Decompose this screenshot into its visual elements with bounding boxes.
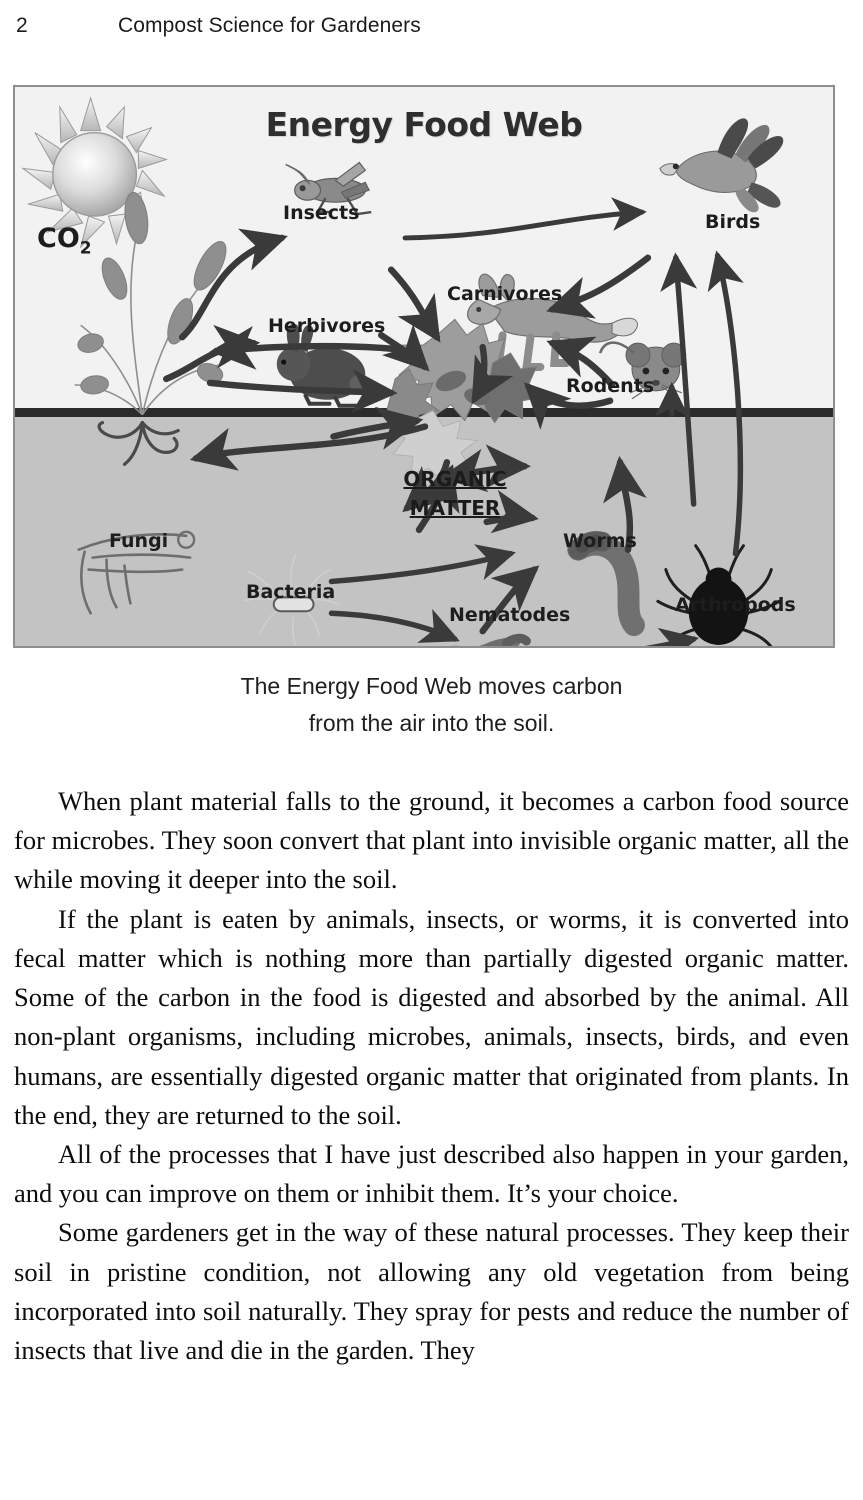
label-herbivores: Herbivores [268, 315, 386, 337]
paragraph-2: If the plant is eaten by animals, insects, or worms, it is converted into fecal matter which is nothing more than partially digested organic matter. Some of the carbon in the food is digested and absorbed by the animal. All non-plant organisms, including microbes, animals, insects, birds, and even humans, are essentially digested organic matter that originated from plants. In the end, they are returned to the soil. [14, 903, 849, 1130]
book-title: Compost Science for Gardeners [118, 14, 421, 37]
label-nematodes: Nematodes [449, 604, 571, 626]
paragraph-1: When plant material falls to the ground, it becomes a carbon food source for microbes. They soon convert that plant into invisible organic matter, all the while moving it deeper into the soil. [14, 786, 849, 895]
label-fungi: Fungi [109, 530, 169, 552]
label-carnivores: Carnivores [447, 283, 563, 305]
label-birds: Birds [705, 211, 761, 233]
arrow-birds-to-carnivores [552, 258, 648, 310]
label-arthropods: Arthropods [675, 594, 796, 616]
co2-label: $CO_2$ [37, 223, 92, 259]
arrow-soil-to-birds [676, 258, 694, 504]
food-web-illustration [15, 87, 833, 646]
arrow-insects-to-carnivores [391, 270, 437, 338]
label-worms: Worms [563, 530, 637, 552]
label-insects: Insects [283, 202, 360, 224]
arrow-insects-to-birds [405, 212, 642, 238]
paragraph-3: All of the processes that I have just described also happen in your garden, and you can improve on them or inhibit them. It’s your choice. [14, 1138, 849, 1209]
label-organic-matter [395, 465, 515, 523]
paragraph-4: Some gardeners get in the way of these natural processes. They keep their soil in pristine condition, not allowing any old vegetation from being incorporated into soil naturally. They spray for pests and reduce the number of insects that live and die in the garden. They [14, 1217, 849, 1366]
caption-line-2: from the air into the soil. [308, 710, 555, 737]
arrow-organic-matter-to-fungi [196, 427, 425, 459]
label-organic-matter-line2: MATTER [409, 496, 501, 520]
figure-caption [0, 668, 863, 743]
label-bacteria: Bacteria [246, 581, 336, 603]
caption-line-1: The Energy Food Web moves carbon [240, 673, 623, 699]
arrow-bacteria-to-nematodes [331, 613, 454, 639]
body-text [14, 782, 849, 1370]
arrow-bacteria-to-worms [331, 554, 510, 582]
label-organic-matter-line1: ORGANIC [403, 467, 507, 491]
organic-matter-pile [385, 319, 542, 482]
label-rodents: Rodents [566, 375, 655, 397]
page-number: 2 [16, 14, 28, 37]
figure-title: Energy Food Web [265, 105, 583, 144]
energy-food-web-figure [13, 85, 835, 648]
arrow-nematodes-to-arthropods [513, 639, 694, 646]
plant-roots [99, 423, 178, 465]
arrow-arthropods-to-birds [718, 256, 741, 554]
running-head [0, 8, 863, 48]
